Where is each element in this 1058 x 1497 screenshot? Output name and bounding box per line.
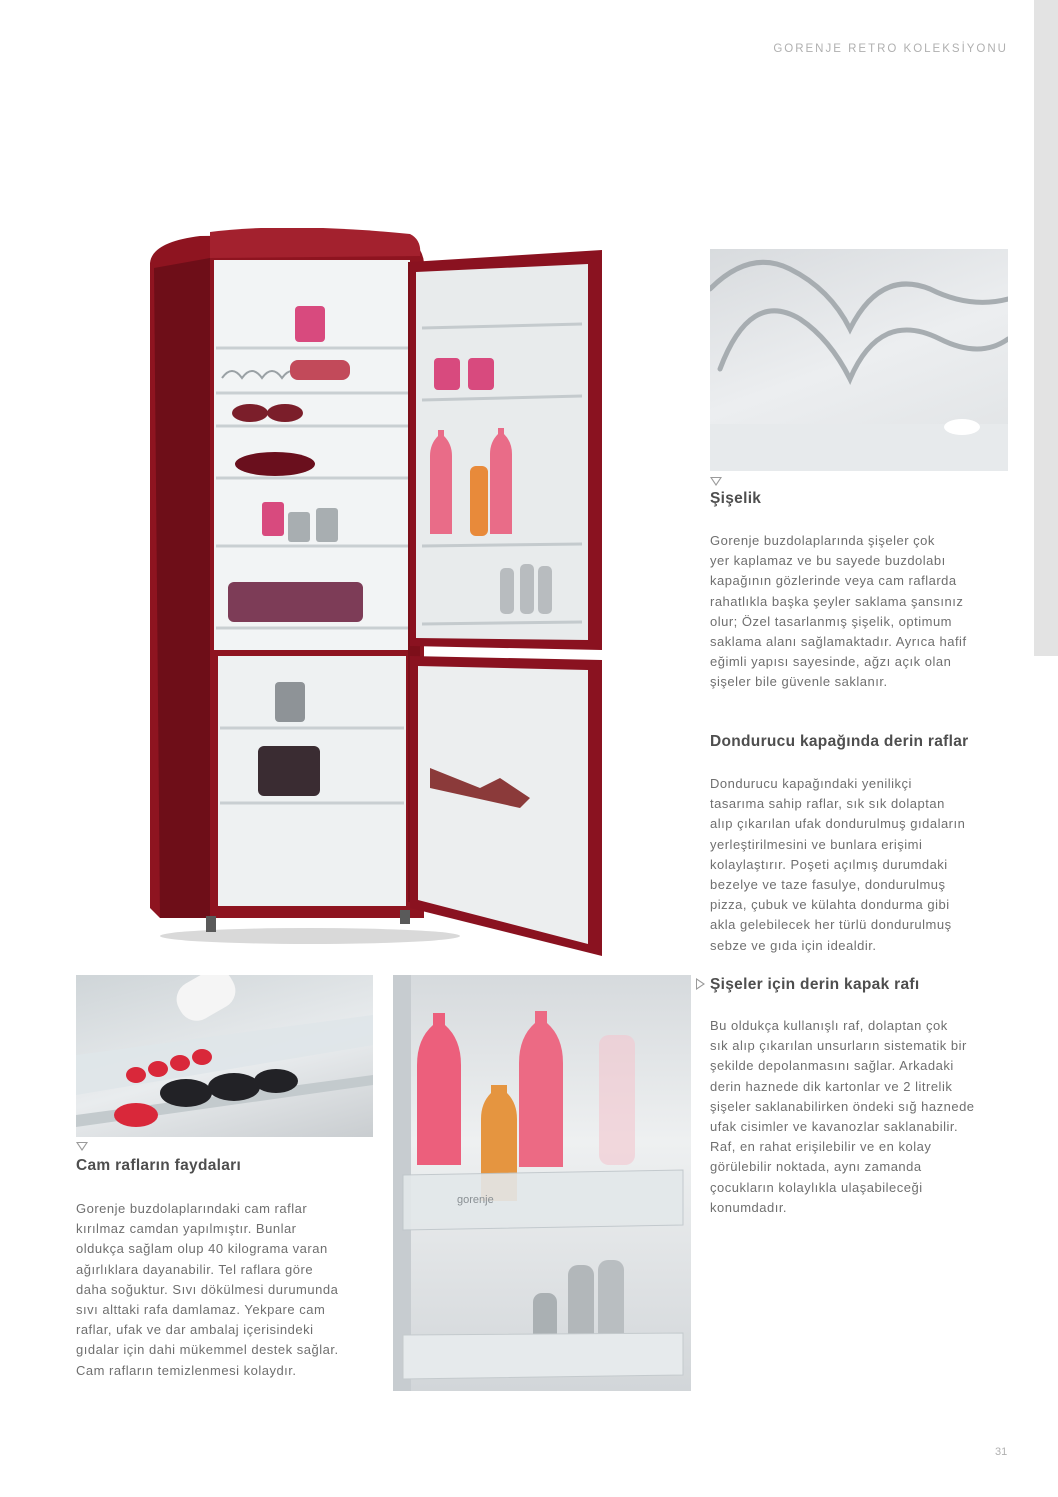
siselik-title: Şişelik bbox=[710, 490, 762, 507]
section-marker-down-icon bbox=[710, 477, 722, 486]
cam-raflar-body: Gorenje buzdolaplarındaki cam raflar kırılmaz camdan yapılmıştır. Bunlar oldukça sağlam olup 40 kilograma varan ağırlıklara dayanabilir. Tel raflara göre daha soğuktur. Sıvı dökülmesi durumunda sıvı alttaki rafa damlamaz. Yekpare cam raflar, ufak ve dar ambalaj içerisindeki gıdalar için dahi mükemmel destek sağlar. Cam rafların temizlenmesi kolaydır. bbox=[76, 1201, 339, 1378]
kapak-rafi-title: Şişeler için derin kapak rafı bbox=[710, 976, 920, 993]
gorenje-brand-text: gorenje bbox=[457, 1194, 494, 1206]
dondurucu-body: Dondurucu kapağındaki yenilikçi tasarıma sahip raflar, sık sık dolaptan alıp çıkarılan ufak dondurulmuş gıdaların yerleştirilmesini ve bunlara erişimi kolaylaştırır. Poşeti açılmış durumdaki bezelye ve taze fasulye, dondurulmuş pizza, çubuk ve külahta dondurma gibi akla gelebilecek her türlü dondurulmuş sebze ve gıda için idealdir. bbox=[710, 776, 966, 953]
siselik-body: Gorenje buzdolaplarında şişeler çok yer kaplamaz ve bu sayede buzdolabı kapağının gözlerinde veya cam raflarda rahatlıkla başka şeyler saklama şansınız olur; Özel tasarlanmış şişelik, optimum saklama alanı sağlamaktadır. Ayrıca hafif eğimli yapısı sayesinde, ağzı açık olan şişeler bile güvenle saklanır. bbox=[710, 533, 967, 690]
cam-raflar-title: Cam rafların faydaları bbox=[76, 1157, 242, 1174]
retro-fridge-photo bbox=[140, 228, 610, 968]
wine-rack-photo bbox=[710, 249, 1008, 471]
page-number: 31 bbox=[995, 1446, 1008, 1458]
section-marker-down-icon bbox=[76, 1142, 88, 1151]
glass-shelf-photo bbox=[76, 975, 373, 1137]
kapak-rafi-body: Bu oldukça kullanışlı raf, dolaptan çok sık alıp çıkarılan unsurların sistematik bir şekilde depolanmasını sağlar. Arkadaki derin haznede dik kartonlar ve 2 litrelik şişeler saklanabilirken öndeki sığ haznede ufak cisimler ve kavanozlar saklanabilir. Raf, en rahat erişilebilir ve en kolay görülebilir noktada, aynı zamanda çocukların kolaylıkla ulaşabileceği konumdadır. bbox=[710, 1018, 975, 1215]
section-marker-right-icon bbox=[696, 978, 705, 990]
page-header: GORENJE RETRO KOLEKSİYONU bbox=[773, 43, 1008, 55]
dondurucu-title: Dondurucu kapağında derin raflar bbox=[710, 733, 969, 750]
side-tab bbox=[1034, 0, 1058, 656]
door-shelf-bottles-photo bbox=[393, 975, 691, 1391]
